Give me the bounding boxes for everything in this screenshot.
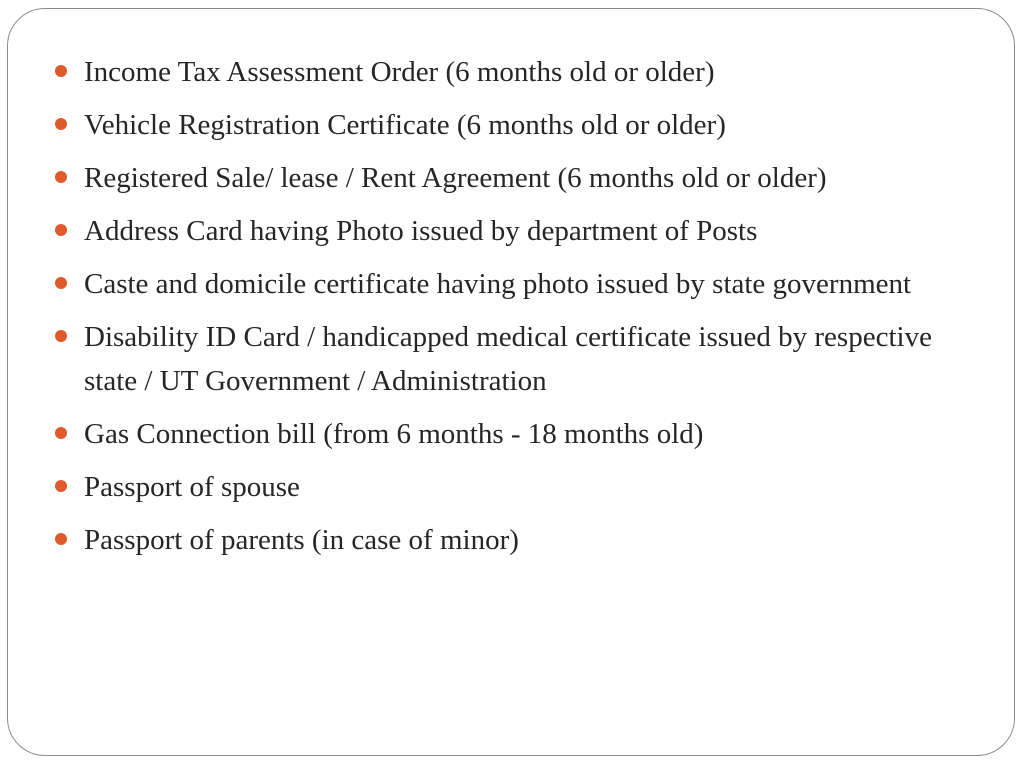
list-item-text: Registered Sale/ lease / Rent Agreement (6 months old or older) (84, 162, 827, 194)
bullet-dot-icon (55, 224, 67, 236)
bullet-dot-icon (55, 65, 67, 77)
bullet-dot-icon (55, 427, 67, 439)
list-item (52, 50, 982, 94)
list-item-text: Address Card having Photo issued by department of Posts (84, 215, 758, 247)
bullet-dot-icon (55, 480, 67, 492)
list-item (52, 315, 982, 403)
bullet-dot-icon (55, 533, 67, 545)
bullet-dot-icon (55, 277, 67, 289)
bullet-dot-icon (55, 118, 67, 130)
bullet-dot-icon (55, 171, 67, 183)
list-item (52, 262, 982, 306)
list-item-text: Income Tax Assessment Order (6 months old or older) (84, 56, 715, 88)
list-item (52, 465, 982, 509)
list-item-text: Caste and domicile certificate having photo issued by state government (84, 268, 912, 300)
list-item-text: Vehicle Registration Certificate (6 months old or older) (84, 109, 726, 141)
list-item (52, 412, 982, 456)
list-item (52, 209, 982, 253)
list-item-text: Gas Connection bill (from 6 months - 18 months old) (84, 418, 704, 450)
document-list (52, 50, 982, 571)
list-item-text: Passport of spouse (84, 471, 300, 503)
list-item-text: Passport of parents (in case of minor) (84, 524, 519, 556)
list-item (52, 103, 982, 147)
list-item-text: Disability ID Card / handicapped medical certificate issued by respective state / UT Government / Administration (84, 321, 932, 397)
list-item (52, 518, 982, 562)
bullet-dot-icon (55, 330, 67, 342)
list-item (52, 156, 982, 200)
